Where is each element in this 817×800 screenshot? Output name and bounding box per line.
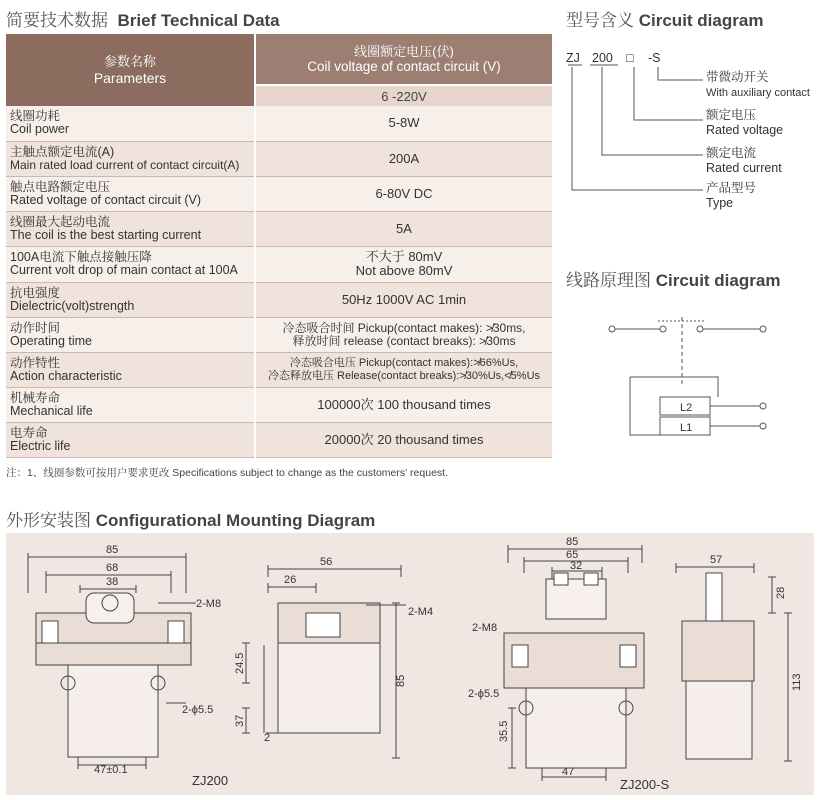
- dim-37: 37: [234, 714, 246, 727]
- model-item-cn: 额定电压: [706, 108, 757, 122]
- zj200-label: ZJ200: [192, 773, 229, 788]
- l2-label: L2: [680, 402, 693, 414]
- mounting-drawings: [6, 533, 814, 795]
- dim-s-113: 113: [791, 673, 803, 691]
- table-row: 动作特性 Action characteristic 冷态吸合电压 Pickup(contact makes):≯66%Us, 冷态释放电压 Release(contact breaks):≯30%Us,≮5%Us: [6, 352, 552, 387]
- model-title-en: Circuit diagram: [638, 11, 764, 30]
- circuit-title-en: Circuit diagram: [655, 271, 781, 290]
- dim-s-32: 32: [570, 560, 583, 572]
- coil-header: [255, 34, 552, 85]
- table-row: 100A电流下触点接触压降 Current volt drop of main contact at 100A 不大于 80mV Not above 80mV: [6, 246, 552, 282]
- table-row: 机械寿命 Mechanical life 100000次 100 thousand times: [6, 387, 552, 422]
- dim-s-85: 85: [566, 536, 579, 548]
- dim-47-tol: 47±0.1: [94, 764, 128, 776]
- circuit-title-cn: 线路原理图: [566, 271, 651, 290]
- mount-title: [6, 506, 375, 531]
- code-box: □: [626, 51, 634, 65]
- table-row: 动作时间 Operating time 冷态吸合时间 Pickup(contact makes): ≯30ms, 释放时间 release (contact breaks): ≯30ms: [6, 317, 552, 352]
- code-s: -S: [648, 51, 661, 65]
- dim-68: 68: [106, 562, 119, 574]
- model-item-cn: 产品型号: [706, 181, 757, 195]
- dim-s-35-5: 35.5: [498, 720, 510, 742]
- model-title-cn: 型号含义: [566, 11, 634, 30]
- dim-s-2-phi: 2-ϕ5.5: [468, 688, 500, 700]
- dim-56: 56: [320, 556, 333, 568]
- coil-header-cn: 线圈额定电压(伏): [354, 44, 454, 59]
- model-item-cn: 额定电流: [706, 146, 757, 160]
- dim-s-2-m8: 2-M8: [472, 622, 498, 634]
- model-code-diagram: [560, 40, 817, 220]
- mount-title-en: Configurational Mounting Diagram: [95, 511, 376, 530]
- dim-2-m8: 2-M8: [196, 598, 222, 610]
- footnote: 注：1、线圈参数可按用户要求更改 Specifications subject to change as the customers' request.: [6, 467, 448, 479]
- dim-38: 38: [106, 576, 119, 588]
- coil-range: 6 -220V: [255, 85, 552, 106]
- mount-title-cn: 外形安装图: [6, 511, 91, 530]
- circuit-schematic: [600, 305, 800, 455]
- zj200s-label: ZJ200-S: [620, 777, 670, 792]
- dim-85-v: 85: [395, 674, 407, 687]
- tech-data-table: [6, 34, 552, 458]
- dim-2-m4: 2-M4: [408, 606, 434, 618]
- dim-s-28: 28: [775, 586, 787, 599]
- table-row: 电寿命 Electric life 20000次 20 thousand times: [6, 422, 552, 457]
- dim-s-47: 47: [562, 766, 575, 778]
- tech-title-cn: 简要技术数据: [6, 11, 108, 30]
- model-item-en: Rated current: [706, 161, 782, 175]
- dim-24-5: 24.5: [234, 652, 246, 674]
- code-zj: ZJ: [566, 51, 580, 65]
- dim-85: 85: [106, 544, 119, 556]
- dim-s-65: 65: [566, 549, 579, 561]
- model-item-en: With auxiliary contact: [706, 87, 810, 99]
- code-200: 200: [592, 51, 613, 65]
- model-item-cn: 带微动开关: [706, 70, 769, 84]
- model-item-en: Type: [706, 196, 734, 210]
- tech-data-title: [6, 6, 280, 31]
- param-header-cn: 参数名称: [103, 54, 156, 69]
- param-header: [6, 34, 255, 106]
- table-row: 主触点额定电流(A) Main rated load current of contact circuit(A) 200A: [6, 141, 552, 176]
- dim-26: 26: [284, 574, 297, 586]
- model-title: [566, 6, 763, 31]
- dim-2: 2: [264, 732, 271, 744]
- dim-2-phi: 2-ϕ5.5: [182, 704, 214, 716]
- table-row: 线圈最大起动电流 The coil is the best starting current 5A: [6, 211, 552, 246]
- table-row: 抗电强度 Dielectric(volt)strength 50Hz 1000V AC 1min: [6, 282, 552, 317]
- table-row: 线圈功耗 Coil power 5-8W: [6, 106, 552, 141]
- l1-label: L1: [680, 422, 693, 434]
- circuit-title: [566, 266, 780, 291]
- coil-header-en: Coil voltage of contact circuit (V): [307, 59, 501, 74]
- table-row: 触点电路额定电压 Rated voltage of contact circuit (V) 6-80V DC: [6, 176, 552, 211]
- dim-s-57: 57: [710, 554, 723, 566]
- param-header-en: Parameters: [93, 70, 167, 86]
- model-item-en: Rated voltage: [706, 123, 784, 137]
- tech-title-en: Brief Technical Data: [117, 11, 280, 30]
